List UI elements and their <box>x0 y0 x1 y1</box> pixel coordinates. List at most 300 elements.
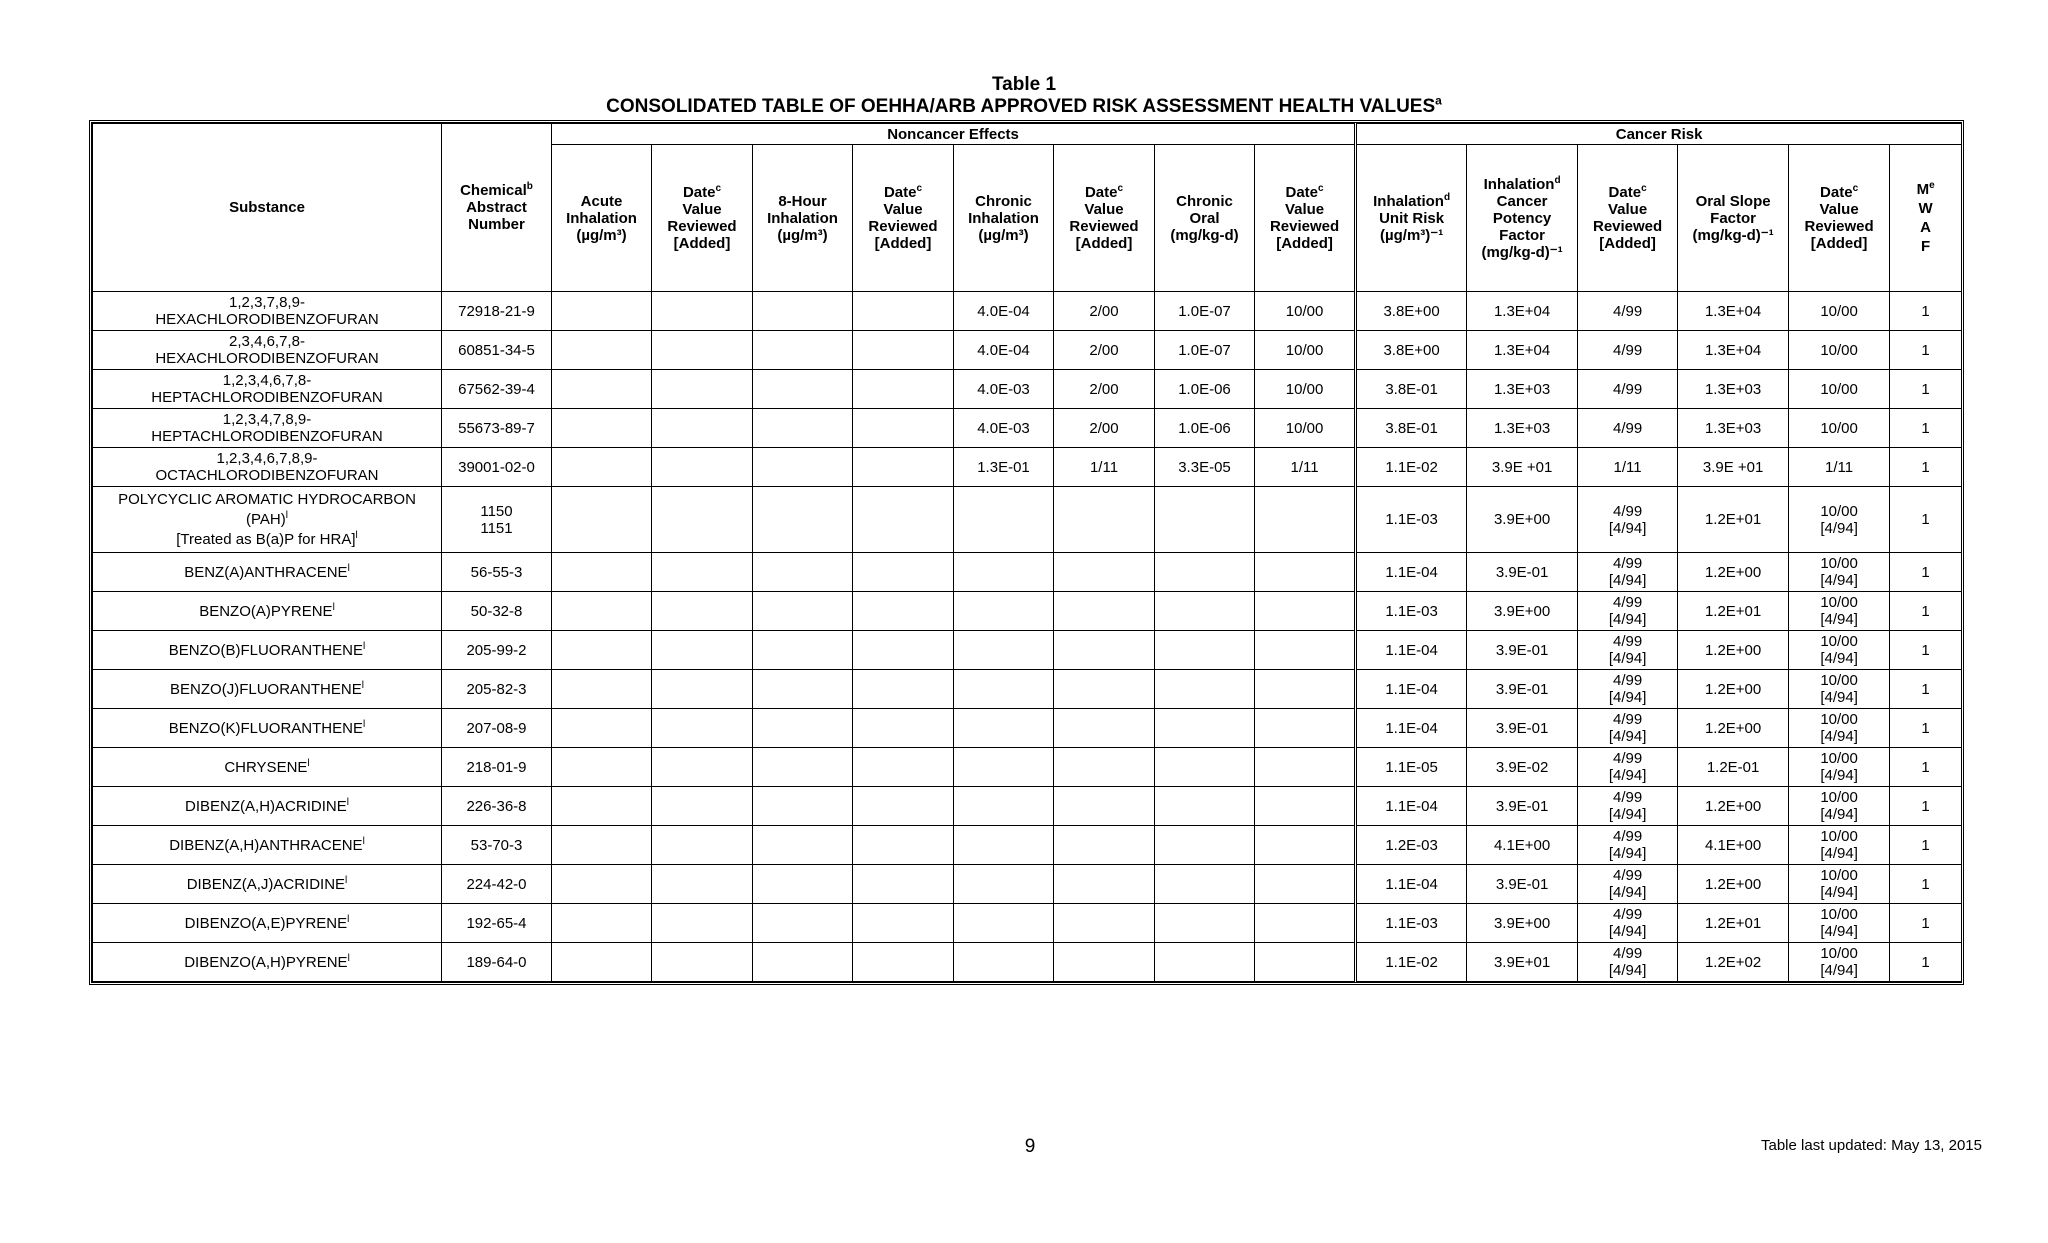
cpf-header-line: Factor <box>1499 226 1546 244</box>
empty-cell <box>853 826 954 865</box>
mwaf-cell: 1 <box>1890 370 1962 409</box>
oral-slope-date-cell-line: 10/00 <box>1820 945 1858 962</box>
date-header-line: Date$^c$ <box>682 183 722 201</box>
oral-slope-date-cell-line: 10/00 <box>1820 711 1858 728</box>
cpf-date-cell-stack <box>1580 906 1675 940</box>
unit-risk-cell: 1.1E-04 <box>1356 631 1467 670</box>
date-header-line: Reviewed <box>868 218 938 235</box>
cpf-date-cell: 1/11 <box>1578 448 1678 487</box>
group-noncancer: Noncancer Effects <box>552 124 1356 145</box>
chronic-oral-cell: 3.3E-05 <box>1155 448 1255 487</box>
empty-cell <box>853 670 954 709</box>
substance-cell: BENZO(J)FLUORANTHENE$^l$ <box>93 670 442 709</box>
cpf-date-cell-stack <box>1580 789 1675 823</box>
oral-slope-date-cell: 10/00 <box>1789 331 1890 370</box>
unit-risk-cell: 1.1E-02 <box>1356 448 1467 487</box>
date-header-stack <box>1791 184 1887 252</box>
unit-risk-cell: 3.8E+00 <box>1356 292 1467 331</box>
date-header-line: [Added] <box>1810 235 1868 252</box>
empty-cell <box>753 553 853 592</box>
oral-slope-date-cell <box>1789 904 1890 943</box>
oral-slope-cell: 1.3E+04 <box>1678 292 1789 331</box>
oral-slope-date-cell <box>1789 631 1890 670</box>
unit-risk-cell: 1.1E-04 <box>1356 670 1467 709</box>
acute-date-cell <box>652 409 753 448</box>
empty-cell <box>1155 787 1255 826</box>
cas-cell: 67562-39-4 <box>442 370 552 409</box>
oral-slope-date-cell-stack <box>1791 750 1887 784</box>
empty-cell <box>954 904 1054 943</box>
substance-footnote: l <box>362 835 365 847</box>
empty-cell <box>1155 553 1255 592</box>
mwaf-header-footnote: e <box>1929 180 1935 191</box>
cas-cell-line: 1151 <box>480 519 513 537</box>
cpf-cell: 3.9E-01 <box>1467 553 1578 592</box>
date-header-footnote: c <box>715 183 722 194</box>
chronic-oral-date-cell: 10/00 <box>1255 370 1356 409</box>
eight-hour-cell <box>753 331 853 370</box>
cpf-date-cell-line: 4/99 <box>1612 594 1643 611</box>
substance-cell <box>93 292 442 331</box>
chronic-oral-date-cell: 1/11 <box>1255 448 1356 487</box>
date-header-line: Date$^c$ <box>1820 183 1859 201</box>
empty-cell <box>753 487 853 553</box>
cpf-date-cell-line: [4/94] <box>1608 884 1647 901</box>
cas-cell: 50-32-8 <box>442 592 552 631</box>
table-row <box>93 787 1962 826</box>
empty-cell <box>853 865 954 904</box>
oral-slope-cell: 1.3E+04 <box>1678 331 1789 370</box>
table-row <box>93 904 1962 943</box>
mwaf-cell: 1 <box>1890 787 1962 826</box>
empty-cell <box>753 592 853 631</box>
empty-cell <box>853 487 954 553</box>
substance-cell <box>93 331 442 370</box>
unit-risk-cell: 3.8E-01 <box>1356 370 1467 409</box>
empty-cell <box>954 787 1054 826</box>
unit-risk-header-line: Inhalation$^d$ <box>1373 191 1451 210</box>
cas-header-stack <box>444 182 549 233</box>
chronic-oral-date-cell: 10/00 <box>1255 292 1356 331</box>
oral-slope-date-cell <box>1789 670 1890 709</box>
empty-cell <box>753 670 853 709</box>
oral-slope-cell: 1.2E+00 <box>1678 787 1789 826</box>
chronic-inh-date-cell: 2/00 <box>1054 409 1155 448</box>
oral-slope-cell: 1.2E+01 <box>1678 904 1789 943</box>
chronic-inh-header-line: Inhalation <box>968 209 1039 227</box>
oral-slope-date-cell-line: [4/94] <box>1820 923 1858 940</box>
mwaf-cell: 1 <box>1890 865 1962 904</box>
unit-risk-header-stack <box>1359 193 1464 244</box>
empty-cell <box>954 553 1054 592</box>
empty-cell <box>1054 826 1155 865</box>
cpf-date-cell <box>1578 487 1678 553</box>
header-chronic-inh-date <box>1054 145 1155 292</box>
date-header-line: Reviewed <box>1592 218 1663 235</box>
eight-date-cell <box>853 448 954 487</box>
cas-cell: 226-36-8 <box>442 787 552 826</box>
date-header-line: Value <box>1284 201 1325 218</box>
date-header-footnote: c <box>916 183 923 194</box>
chronic-inh-cell: 4.0E-04 <box>954 331 1054 370</box>
table-number: Table 1 <box>991 74 1057 95</box>
cpf-cell: 3.9E-01 <box>1467 865 1578 904</box>
substance-cell <box>93 370 442 409</box>
cpf-date-cell-line: 4/99 <box>1612 502 1643 520</box>
mwaf-cell: 1 <box>1890 487 1962 553</box>
cpf-date-cell-line: [4/94] <box>1608 689 1647 706</box>
cas-cell: 60851-34-5 <box>442 331 552 370</box>
mwaf-cell: 1 <box>1890 448 1962 487</box>
empty-cell <box>753 865 853 904</box>
empty-cell <box>1054 904 1155 943</box>
cpf-cell: 3.9E-01 <box>1467 709 1578 748</box>
empty-cell <box>652 709 753 748</box>
acute-date-cell <box>652 448 753 487</box>
cpf-date-cell <box>1578 709 1678 748</box>
cas-cell <box>442 487 552 553</box>
chronic-inh-date-cell: 2/00 <box>1054 292 1155 331</box>
oral-slope-header-line: Oral Slope <box>1695 192 1771 210</box>
empty-cell <box>853 787 954 826</box>
cpf-cell: 3.9E-01 <box>1467 787 1578 826</box>
cpf-date-cell-line: 4/99 <box>1612 672 1643 689</box>
empty-cell <box>753 943 853 982</box>
chronic-inh-header-stack <box>956 193 1051 244</box>
group-cancer: Cancer Risk <box>1356 124 1962 145</box>
unit-risk-cell: 1.1E-05 <box>1356 748 1467 787</box>
substance-cell <box>93 487 442 553</box>
empty-cell <box>652 826 753 865</box>
substance-line: [Treated as B(a)P for HRA]$^l$ <box>176 529 358 548</box>
oral-slope-date-cell-stack <box>1791 594 1887 628</box>
cpf-date-cell-stack <box>1580 555 1675 589</box>
substance-cell: BENZO(K)FLUORANTHENE$^l$ <box>93 709 442 748</box>
header-mwaf <box>1890 145 1962 292</box>
empty-cell <box>1255 592 1356 631</box>
eight-date-cell <box>853 409 954 448</box>
eight-date-cell <box>853 331 954 370</box>
empty-cell <box>853 748 954 787</box>
cas-cell-stack <box>444 503 549 537</box>
oral-slope-date-cell-line: 10/00 <box>1820 502 1858 520</box>
cpf-date-cell-line: 4/99 <box>1612 945 1643 962</box>
oral-slope-date-cell-line: 10/00 <box>1820 633 1858 650</box>
oral-slope-date-cell <box>1789 592 1890 631</box>
mwaf-cell: 1 <box>1890 553 1962 592</box>
mwaf-cell: 1 <box>1890 331 1962 370</box>
date-header-line: Value <box>1819 201 1859 218</box>
cas-cell-line: 1150 <box>480 502 513 520</box>
date-header-line: Date$^c$ <box>1084 183 1124 201</box>
empty-cell <box>552 553 652 592</box>
cpf-date-cell <box>1578 670 1678 709</box>
cpf-header-line: Potency <box>1492 209 1552 227</box>
cpf-date-cell-stack <box>1580 633 1675 667</box>
cas-cell: 205-82-3 <box>442 670 552 709</box>
unit-risk-cell: 1.1E-03 <box>1356 904 1467 943</box>
substance-line: 1,2,3,7,8,9- <box>229 294 305 311</box>
substance-footnote: l <box>361 679 364 691</box>
oral-slope-date-cell-stack <box>1791 633 1887 667</box>
cpf-cell: 3.9E-02 <box>1467 748 1578 787</box>
acute-header-line: Acute <box>580 192 623 210</box>
cpf-header-stack <box>1469 176 1575 261</box>
acute-header-line: Inhalation <box>566 209 637 227</box>
substance-cell: DIBENZ(A,H)ACRIDINE$^l$ <box>93 787 442 826</box>
unit-risk-cell: 1.1E-04 <box>1356 553 1467 592</box>
empty-cell <box>1255 553 1356 592</box>
substance-line: POLYCYCLIC AROMATIC HYDROCARBON <box>118 490 416 508</box>
cpf-cell: 3.9E-01 <box>1467 631 1578 670</box>
last-updated-note: Table last updated: May 13, 2015 <box>1761 1137 1982 1154</box>
cpf-date-cell-line: 4/99 <box>1612 906 1643 923</box>
empty-cell <box>1054 631 1155 670</box>
empty-cell <box>652 592 753 631</box>
header-cpf <box>1467 145 1578 292</box>
cpf-date-cell-line: 4/99 <box>1612 711 1643 728</box>
empty-cell <box>753 826 853 865</box>
unit-risk-cell: 1.1E-03 <box>1356 487 1467 553</box>
table-row <box>93 865 1962 904</box>
eight-hour-header-line: (µg/m³) <box>777 226 828 244</box>
oral-slope-cell: 1.2E-01 <box>1678 748 1789 787</box>
cpf-date-cell-line: [4/94] <box>1608 806 1647 823</box>
oral-slope-cell: 3.9E +01 <box>1678 448 1789 487</box>
acute-cell <box>552 409 652 448</box>
cas-header-line: Number <box>468 216 525 233</box>
oral-slope-date-cell-stack <box>1791 906 1887 940</box>
substance-line: HEPTACHLORODIBENZOFURAN <box>151 389 383 406</box>
chronic-inh-cell: 4.0E-03 <box>954 409 1054 448</box>
cpf-date-cell: 4/99 <box>1578 409 1678 448</box>
oral-slope-date-cell <box>1789 709 1890 748</box>
header-oral-slope <box>1678 145 1789 292</box>
header-eight-date <box>853 145 954 292</box>
date-header-line: Reviewed <box>667 218 737 235</box>
empty-cell <box>552 748 652 787</box>
empty-cell <box>1155 865 1255 904</box>
substance-line: 1,2,3,4,7,8,9- <box>222 411 312 428</box>
oral-slope-date-cell-line: 10/00 <box>1820 594 1858 611</box>
empty-cell <box>753 787 853 826</box>
substance-cell: BENZO(A)PYRENE$^l$ <box>93 592 442 631</box>
cpf-date-cell-line: [4/94] <box>1608 572 1647 589</box>
substance-footnote: l <box>362 640 366 652</box>
cpf-date-cell-line: 4/99 <box>1612 867 1643 884</box>
date-header-stack <box>855 184 951 252</box>
oral-slope-cell: 4.1E+00 <box>1678 826 1789 865</box>
oral-slope-date-cell-line: [4/94] <box>1820 689 1858 706</box>
date-header-line: [Added] <box>1075 235 1133 252</box>
chronic-oral-date-cell: 10/00 <box>1255 409 1356 448</box>
oral-slope-date-cell-line: 10/00 <box>1820 906 1858 923</box>
oral-slope-date-cell-line: 10/00 <box>1820 555 1858 572</box>
table-title-text: CONSOLIDATED TABLE OF OEHHA/ARB APPROVED RISK ASSESSMENT HEALTH VALUES <box>606 96 1436 117</box>
oral-slope-date-cell-line: [4/94] <box>1820 572 1858 589</box>
cpf-date-cell-stack <box>1580 750 1675 784</box>
cpf-cell: 1.3E+04 <box>1467 292 1578 331</box>
table-row <box>93 448 1962 487</box>
cpf-date-cell-line: 4/99 <box>1612 789 1643 806</box>
header-unit-risk <box>1356 145 1467 292</box>
cas-cell: 72918-21-9 <box>442 292 552 331</box>
empty-cell <box>652 748 753 787</box>
unit-risk-cell: 1.1E-02 <box>1356 943 1467 982</box>
empty-cell <box>1054 670 1155 709</box>
page-number: 9 <box>1024 1136 1036 1157</box>
empty-cell <box>1155 631 1255 670</box>
table-row <box>93 292 1962 331</box>
mwaf-cell: 1 <box>1890 904 1962 943</box>
cpf-cell: 3.9E +01 <box>1467 448 1578 487</box>
substance-line: 1,2,3,4,6,7,8- <box>222 372 312 389</box>
empty-cell <box>1255 670 1356 709</box>
empty-cell <box>853 943 954 982</box>
cpf-date-cell-stack <box>1580 672 1675 706</box>
empty-cell <box>954 826 1054 865</box>
chronic-inh-cell: 4.0E-04 <box>954 292 1054 331</box>
empty-cell <box>1054 592 1155 631</box>
cpf-cell: 1.3E+03 <box>1467 409 1578 448</box>
header-cas <box>442 124 552 292</box>
empty-cell <box>652 631 753 670</box>
header-chronic-oral <box>1155 145 1255 292</box>
cpf-cell: 1.3E+03 <box>1467 370 1578 409</box>
cpf-cell: 3.9E+01 <box>1467 943 1578 982</box>
date-header-line: Value <box>883 201 923 218</box>
empty-cell <box>853 904 954 943</box>
oral-slope-date-cell-line: [4/94] <box>1820 806 1858 823</box>
substance-line: 2,3,4,6,7,8- <box>229 333 305 350</box>
oral-slope-date-cell-line: [4/94] <box>1820 845 1858 862</box>
date-header-stack <box>1257 184 1352 252</box>
empty-cell <box>954 631 1054 670</box>
date-header-line: Reviewed <box>1269 218 1340 235</box>
empty-cell <box>1255 943 1356 982</box>
empty-cell <box>652 553 753 592</box>
substance-line: HEXACHLORODIBENZOFURAN <box>155 311 379 328</box>
cpf-cell: 4.1E+00 <box>1467 826 1578 865</box>
oral-slope-cell: 1.2E+00 <box>1678 553 1789 592</box>
cpf-cell: 1.3E+04 <box>1467 331 1578 370</box>
cpf-date-cell-stack <box>1580 503 1675 537</box>
empty-cell <box>1155 748 1255 787</box>
cpf-date-cell-stack <box>1580 594 1675 628</box>
empty-cell <box>652 943 753 982</box>
table-row <box>93 670 1962 709</box>
cpf-date-cell-stack <box>1580 828 1675 862</box>
cas-cell: 192-65-4 <box>442 904 552 943</box>
cas-cell: 39001-02-0 <box>442 448 552 487</box>
empty-cell <box>552 487 652 553</box>
oral-slope-date-cell <box>1789 748 1890 787</box>
chronic-oral-header-line: Oral <box>1189 209 1220 227</box>
cas-cell: 53-70-3 <box>442 826 552 865</box>
empty-cell <box>1054 748 1155 787</box>
eight-hour-cell <box>753 448 853 487</box>
date-header-line: Date$^c$ <box>883 183 923 201</box>
unit-risk-header-line: Unit Risk <box>1379 209 1445 227</box>
cas-header-line: Abstract <box>466 199 527 216</box>
oral-slope-date-cell-stack <box>1791 555 1887 589</box>
cpf-date-cell <box>1578 865 1678 904</box>
acute-date-cell <box>652 370 753 409</box>
empty-cell <box>552 865 652 904</box>
cpf-date-cell-line: [4/94] <box>1608 611 1647 628</box>
acute-cell <box>552 370 652 409</box>
eight-hour-header-stack <box>755 193 850 244</box>
empty-cell <box>954 592 1054 631</box>
cpf-date-cell: 4/99 <box>1578 331 1678 370</box>
substance-line: 1,2,3,4,6,7,8,9- <box>216 450 318 467</box>
oral-slope-date-cell-line: [4/94] <box>1820 728 1858 745</box>
header-substance: Substance <box>93 124 442 292</box>
header-acute <box>552 145 652 292</box>
empty-cell <box>853 631 954 670</box>
header-oral-slope-date <box>1789 145 1890 292</box>
oral-slope-date-cell-line: [4/94] <box>1820 519 1858 537</box>
oral-slope-date-cell-line: 10/00 <box>1820 789 1858 806</box>
empty-cell <box>954 487 1054 553</box>
cpf-date-cell <box>1578 904 1678 943</box>
empty-cell <box>853 592 954 631</box>
cas-cell: 55673-89-7 <box>442 409 552 448</box>
empty-cell <box>552 787 652 826</box>
mwaf-cell: 1 <box>1890 709 1962 748</box>
chronic-oral-header-stack <box>1157 193 1252 244</box>
oral-slope-date-cell-line: [4/94] <box>1820 767 1858 784</box>
oral-slope-header-stack <box>1680 193 1786 244</box>
oral-slope-date-cell: 1/11 <box>1789 448 1890 487</box>
unit-risk-cell: 1.1E-03 <box>1356 592 1467 631</box>
oral-slope-cell: 1.3E+03 <box>1678 370 1789 409</box>
empty-cell <box>1255 709 1356 748</box>
cpf-cell: 3.9E+00 <box>1467 592 1578 631</box>
oral-slope-date-cell-stack <box>1791 789 1887 823</box>
empty-cell <box>1255 904 1356 943</box>
substance-line: (PAH)$^l$ <box>246 509 288 528</box>
substance-line: HEXACHLORODIBENZOFURAN <box>155 350 379 367</box>
oral-slope-date-cell <box>1789 487 1890 553</box>
unit-risk-cell: 1.1E-04 <box>1356 787 1467 826</box>
table-row <box>93 331 1962 370</box>
unit-risk-header-line: (µg/m³)⁻¹ <box>1379 226 1444 244</box>
cpf-date-cell-line: [4/94] <box>1608 728 1647 745</box>
acute-header-stack <box>554 193 649 244</box>
table-row <box>93 826 1962 865</box>
eight-date-cell <box>853 370 954 409</box>
substance-cell: BENZO(B)FLUORANTHENE$^l$ <box>93 631 442 670</box>
unit-risk-cell: 1.2E-03 <box>1356 826 1467 865</box>
oral-slope-date-cell: 10/00 <box>1789 292 1890 331</box>
oral-slope-date-cell-line: [4/94] <box>1820 650 1858 667</box>
cpf-date-cell <box>1578 631 1678 670</box>
table-body <box>93 292 1962 982</box>
eight-hour-header-line: 8-Hour <box>778 192 827 210</box>
oral-slope-date-cell-line: [4/94] <box>1820 611 1858 628</box>
acute-date-cell <box>652 331 753 370</box>
empty-cell <box>1155 487 1255 553</box>
table-row <box>93 709 1962 748</box>
health-values-table <box>92 123 1962 982</box>
empty-cell <box>1155 943 1255 982</box>
cpf-date-cell-line: [4/94] <box>1608 845 1647 862</box>
oral-slope-date-cell <box>1789 553 1890 592</box>
empty-cell <box>652 487 753 553</box>
table-row <box>93 409 1962 448</box>
chronic-oral-cell: 1.0E-07 <box>1155 331 1255 370</box>
